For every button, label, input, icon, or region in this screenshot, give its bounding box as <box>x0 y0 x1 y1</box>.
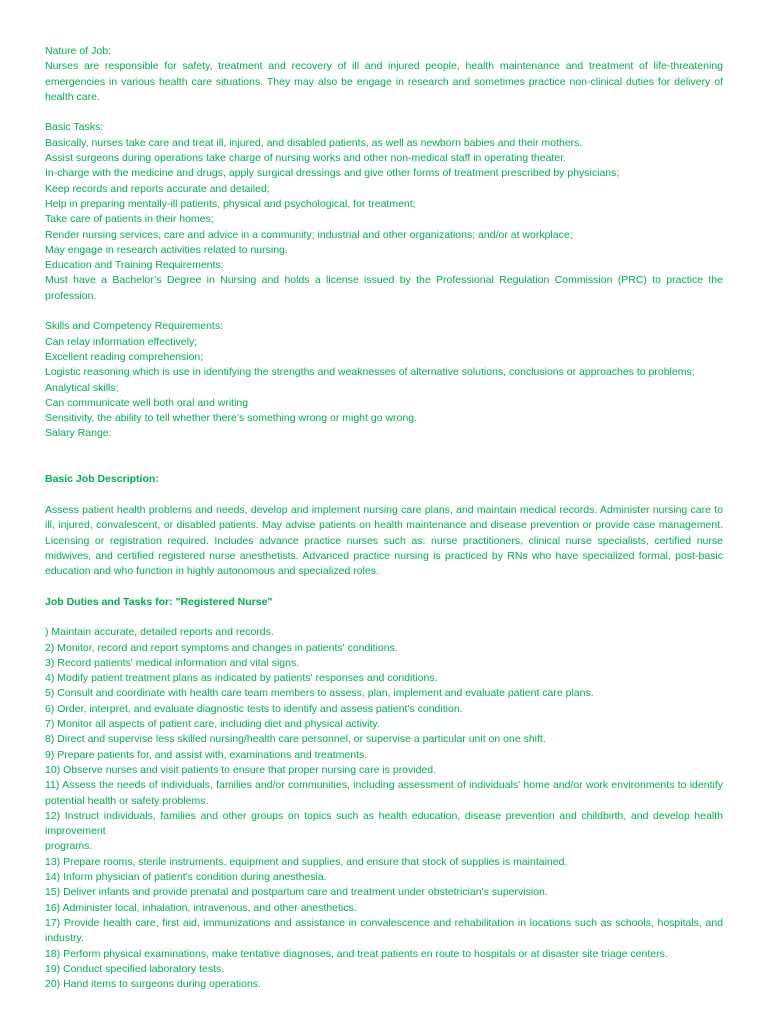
basic-task-item: Render nursing services, care and advice in a community; industrial and other organizations; and/or at workplace; <box>45 228 573 241</box>
basic-task-item: Help in preparing mentally-ill patients, physical and psychological, for treatment; <box>45 197 416 210</box>
basic-task-item: May engage in research activities related to nursing. <box>45 243 288 256</box>
salary-range-label: Salary Range: <box>45 427 112 440</box>
duty-item: 8) Direct and supervise less skilled nursing/health care personnel, or supervise a particular unit on one shift. <box>45 733 546 746</box>
duty-item: 6) Order, interpret, and evaluate diagnostic tests to identify and assess patient's condition. <box>45 702 463 715</box>
skill-item: Excellent reading comprehension; <box>45 350 204 363</box>
duty-item: 4) Modify patient treatment plans as indicated by patients' responses and conditions. <box>45 672 438 685</box>
duty-item: 2) Monitor, record and report symptoms and changes in patients' conditions. <box>45 641 398 654</box>
job-duties-heading: Job Duties and Tasks for: "Registered Nurse" <box>45 595 273 608</box>
spacer <box>45 488 723 503</box>
spacer <box>45 579 723 594</box>
duty-item-continuation: programs. <box>45 840 93 853</box>
duty-item: ) Maintain accurate, detailed reports and records. <box>45 626 274 639</box>
basic-tasks-heading: Basic Tasks: <box>45 121 104 134</box>
skills-heading: Skills and Competency Requirements: <box>45 320 223 333</box>
duty-item: 16) Administer local, inhalation, intravenous, and other anesthetics. <box>45 901 357 914</box>
duty-item: 7) Monitor all aspects of patient care, including diet and physical activity. <box>45 718 380 731</box>
duty-item: 15) Deliver infants and provide prenatal and postpartum care and treatment under obstetrician's supervision. <box>45 886 548 899</box>
duty-item: 10) Observe nurses and visit patients to ensure that proper nursing care is provided. <box>45 763 437 776</box>
skill-item: Analytical skills; <box>45 381 119 394</box>
spacer <box>45 304 723 319</box>
basic-job-description-heading: Basic Job Description: <box>45 473 159 486</box>
basic-task-item: Basically, nurses take care and treat ill, injured, and disabled patients, as well as newborn babies and their mothers. <box>45 136 583 149</box>
duty-item: 13) Prepare rooms, sterile instruments, equipment and supplies, and ensure that stock of supplies is maintained. <box>45 855 568 868</box>
skill-item: Sensitivity, the ability to tell whether there’s something wrong or might go wrong. <box>45 412 417 425</box>
education-heading: Education and Training Requirements: <box>45 259 224 272</box>
duty-item: 12) Instruct individuals, families and other groups on topics such as health education, disease prevention and childbirth, and develop health improvement <box>45 809 723 838</box>
skill-item: Can relay information effectively; <box>45 335 198 348</box>
spacer <box>45 105 723 120</box>
duty-item: 18) Perform physical examinations, make tentative diagnoses, and treat patients en route to hospitals or at disaster site triage centers. <box>45 947 668 960</box>
duty-item: 9) Prepare patients for, and assist with, examinations and treatments. <box>45 748 368 761</box>
basic-task-item: Keep records and reports accurate and detailed; <box>45 182 270 195</box>
document-page <box>45 44 723 992</box>
basic-task-item: Assist surgeons during operations take charge of nursing works and other non-medical staff in operating theater. <box>45 152 567 165</box>
spacer <box>45 442 723 473</box>
spacer <box>45 610 723 625</box>
duty-item: 5) Consult and coordinate with health care team members to assess, plan, implement and evaluate patient care plans. <box>45 687 594 700</box>
basic-task-item: In-charge with the medicine and drugs, apply surgical dressings and give other forms of treatment prescribed by physicians; <box>45 167 620 180</box>
duty-item: 11) Assess the needs of individuals, families and/or communities, including assessment of individuals' home and/or work environments to identify potential health or safety problems. <box>45 779 723 807</box>
duty-item: 17) Provide health care, first aid, immunizations and assistance in convalescence and rehabilitation in locations such as schools, hospitals, and industry. <box>45 916 723 945</box>
duty-item: 19) Conduct specified laboratory tests. <box>45 962 225 975</box>
education-text: Must have a Bachelor’s Degree in Nursing and holds a license issued by the Professional Regulation Commission (PRC) to practice the profession. <box>45 274 723 302</box>
duty-item: 3) Record patients' medical information and vital signs. <box>45 656 300 669</box>
basic-job-description-text: Assess patient health problems and needs, develop and implement nursing care plans, and maintain medical records. Administer nursing care to ill, injured, convalescent, or disabled patients. May advise patients on health maintenance and disease prevention or provide case management. Licensing or registration required. Includes advance practice nurses such as: nurse practitioners, clinical nurse specialists, certified nurse midwives, and certified registered nurse anesthetists. Advanced practice nursing is practiced by RNs who have specialized formal, post-basic education and who function in highly autonomous and specialized roles. <box>45 503 723 578</box>
skill-item: Logistic reasoning which is use in identifying the strengths and weaknesses of alternative solutions, conclusions or approaches to problems; <box>45 366 695 379</box>
nature-of-job-text: Nurses are responsible for safety, treatment and recovery of ill and injured people, health maintenance and treatment of life-threatening emergencies in various health care situations. They may also be engage in research and sometimes practice non-clinical duties for delivery of health care. <box>45 60 723 103</box>
skill-item: Can communicate well both oral and writing <box>45 396 249 409</box>
basic-task-item: Take care of patients in their homes; <box>45 213 214 226</box>
nature-of-job-heading: Nature of Job: <box>45 45 111 57</box>
duty-item: 20) Hand items to surgeons during operations. <box>45 978 261 991</box>
duty-item: 14) Inform physician of patient's condition during anesthesia. <box>45 871 327 884</box>
